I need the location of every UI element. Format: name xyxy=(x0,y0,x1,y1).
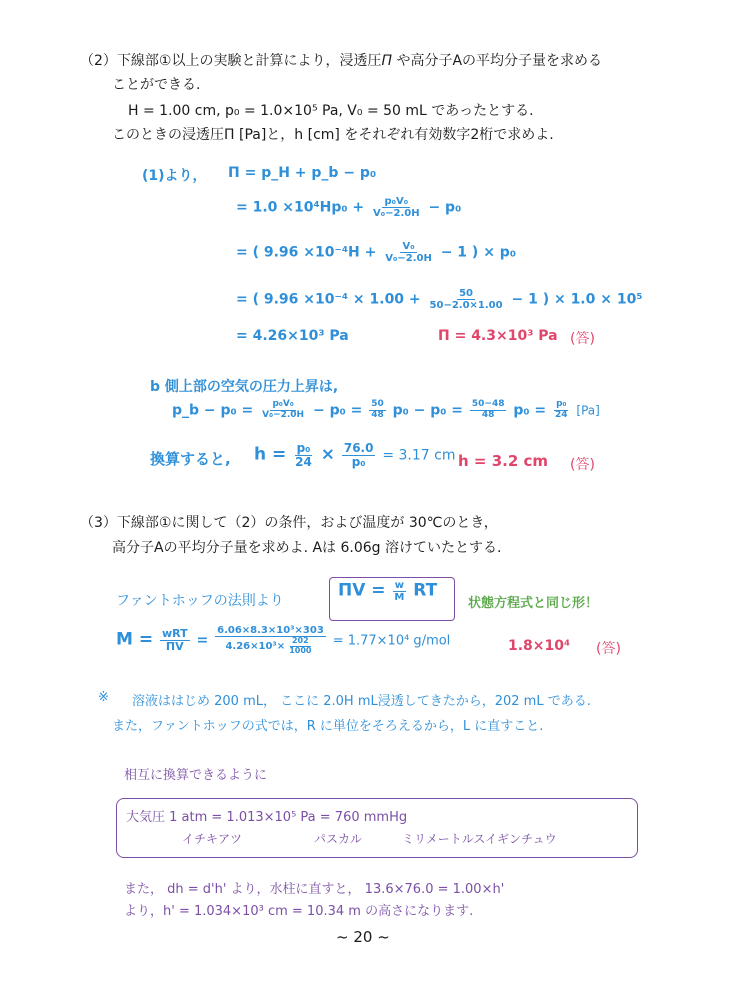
q3-heading: （3）下線部①に関して（2）の条件，および温度が 30℃のとき， xyxy=(80,515,498,531)
sol2-f4-num: p₀ xyxy=(556,399,567,409)
sol1-answer-tag: (答) xyxy=(570,331,595,347)
sol2-h-f2-den: p₀ xyxy=(351,455,366,470)
sol3-m-den: ΠV xyxy=(165,639,184,653)
sol1-l4-num: 50 xyxy=(459,288,474,299)
sol3-m-f-den-num: 202 xyxy=(291,636,309,645)
sol1-line5: = 4.26×10³ Pa xyxy=(236,328,349,344)
sol2-unit: [Pa] xyxy=(576,403,600,418)
sol2-eq-b: − p₀ = xyxy=(312,402,363,419)
q2-heading xyxy=(80,50,602,70)
sol2-eq-a: p_b − p₀ = xyxy=(172,402,254,419)
conv-line2: より，h' = 1.034×10³ cm = 10.34 m の高さになります. xyxy=(124,904,474,919)
sol3-law: ファントホッフの法則より xyxy=(116,593,284,609)
sol2-times: × xyxy=(320,444,335,465)
conv-reading-1: イチキアツ xyxy=(182,832,243,846)
sol1-l4-den: 50−2.0×1.00 xyxy=(429,300,503,311)
sol1-l2-num: p₀V₀ xyxy=(384,196,409,207)
conv-row: 大気圧 1 atm = 1.013×10⁵ Pa = 760 mmHg xyxy=(126,810,408,825)
sol3-law-lhs: ΠV = xyxy=(338,580,386,601)
sol2-h-equation xyxy=(254,442,455,469)
sol1-l2b: − p₀ xyxy=(428,199,462,216)
sol1-l4b: − 1 ) × 1.0 × 10⁵ xyxy=(511,291,643,308)
sol2-conv-label: 換算すると, xyxy=(150,450,231,468)
sol3-m-f-den-den: 1000 xyxy=(289,645,312,655)
pi-symbol: Π xyxy=(381,53,392,69)
sol2-eq-c: p₀ − p₀ = xyxy=(392,402,464,419)
sol1-line2 xyxy=(236,196,461,219)
sol1-l2-den: V₀−2.0H xyxy=(372,208,420,219)
q2-given: H = 1.00 cm, p₀ = 1.0×10⁵ Pa, V₀ = 50 mL であったとする. xyxy=(128,103,534,119)
sol1-l4a: = ( 9.96 ×10⁻⁴ × 1.00 + xyxy=(236,291,421,308)
sol3-law-den: M xyxy=(394,592,405,603)
conv-reading-2: パスカル xyxy=(314,832,363,846)
sol3-law-num: w xyxy=(394,580,405,591)
sol2-h-answer: h = 3.2 cm xyxy=(458,452,549,470)
page-number: ~ 20 ~ xyxy=(336,928,390,946)
conv-reading-3: ミリメートルスイギンチュウ xyxy=(402,832,557,846)
sol2-h-f2-num: 76.0 xyxy=(343,441,374,455)
sol2-h-f1-den: 24 xyxy=(295,455,312,470)
note-mark: ※ xyxy=(98,690,109,705)
sol2-h-result: = 3.17 cm xyxy=(382,447,456,464)
sol3-m-num: wRT xyxy=(161,626,188,640)
sol3-m-eq2: = xyxy=(196,632,209,649)
sol1-line4 xyxy=(236,288,642,311)
sol3-m-f-num: 6.06×8.3×10³×303 xyxy=(217,625,324,636)
sol2-h-f1-num: p₀ xyxy=(296,441,311,455)
sol3-m-result: = 1.77×10⁴ g/mol xyxy=(332,633,451,649)
sol3-m-answer: 1.8×10⁴ xyxy=(508,638,571,654)
q2-heading-b: や高分子Aの平均分子量を求める xyxy=(396,53,603,69)
sol2-h-eq: h = xyxy=(254,444,287,465)
sol2-f4-den: 24 xyxy=(555,409,568,420)
sol3-answer-tag: (答) xyxy=(596,641,621,657)
note-line2: また，ファントホッフの式では，R に単位をそろえるから，L に直すこと. xyxy=(112,719,544,734)
sol1-line3 xyxy=(236,241,516,264)
sol2-f3-num: 50−48 xyxy=(471,399,505,409)
q2-task: このときの浸透圧Π [Pa]と，h [cm] をそれぞれ有効数字2桁で求めよ. xyxy=(112,127,554,143)
sol2-f3-den: 48 xyxy=(481,409,495,420)
sol1-l2a: = 1.0 ×10⁴Hp₀ + xyxy=(236,199,365,216)
conv-line1: また， dh = d'h' より，水柱に直すと， 13.6×76.0 = 1.00×h' xyxy=(124,882,505,897)
sol1-l3-den: V₀−2.0H xyxy=(385,253,432,264)
note-line1: 溶液ははじめ 200 mL， ここに 2.0H mL浸透してきたから，202 mL である. xyxy=(132,694,591,709)
sol2-f2-num: 50 xyxy=(371,399,384,409)
sol3-law-formula xyxy=(338,580,437,603)
sol3-m-f-den: 4.26×10³× xyxy=(225,640,286,652)
sol2-equation xyxy=(172,400,600,421)
q3-sub: 高分子Aの平均分子量を求めよ. Aは 6.06g 溶けていたとする. xyxy=(112,540,502,556)
conv-title: 相互に換算できるように xyxy=(124,768,268,783)
sol3-law-rhs: RT xyxy=(413,580,438,601)
sol3-note: 状態方程式と同じ形！ xyxy=(468,596,599,611)
sol2-answer-tag: (答) xyxy=(570,457,595,473)
q2-heading-cont: ことができる. xyxy=(112,77,201,93)
sol3-m-eq: M = xyxy=(116,629,154,650)
q2-heading-a: （2）下線部①以上の実験と計算により，浸透圧 xyxy=(80,53,382,69)
sol1-l3-num: V₀ xyxy=(402,241,415,252)
sol2-f1-num: p₀V₀ xyxy=(272,399,294,409)
sol1-l3b: − 1 ) × p₀ xyxy=(440,244,516,261)
sol1-line1: Π = p_H + p_b − p₀ xyxy=(228,165,377,181)
sol2-intro: b 側上部の空気の圧力上昇は, xyxy=(150,379,339,395)
sol2-f1-den: V₀−2.0H xyxy=(262,409,305,420)
sol1-intro: (1)より， xyxy=(142,168,207,184)
sol2-eq-d: p₀ = xyxy=(513,402,547,419)
sol2-f2-den: 48 xyxy=(371,409,384,420)
sol1-l3a: = ( 9.96 ×10⁻⁴H + xyxy=(236,244,377,261)
sol3-m-equation xyxy=(116,625,450,656)
sol1-answer: Π = 4.3×10³ Pa xyxy=(438,328,558,344)
